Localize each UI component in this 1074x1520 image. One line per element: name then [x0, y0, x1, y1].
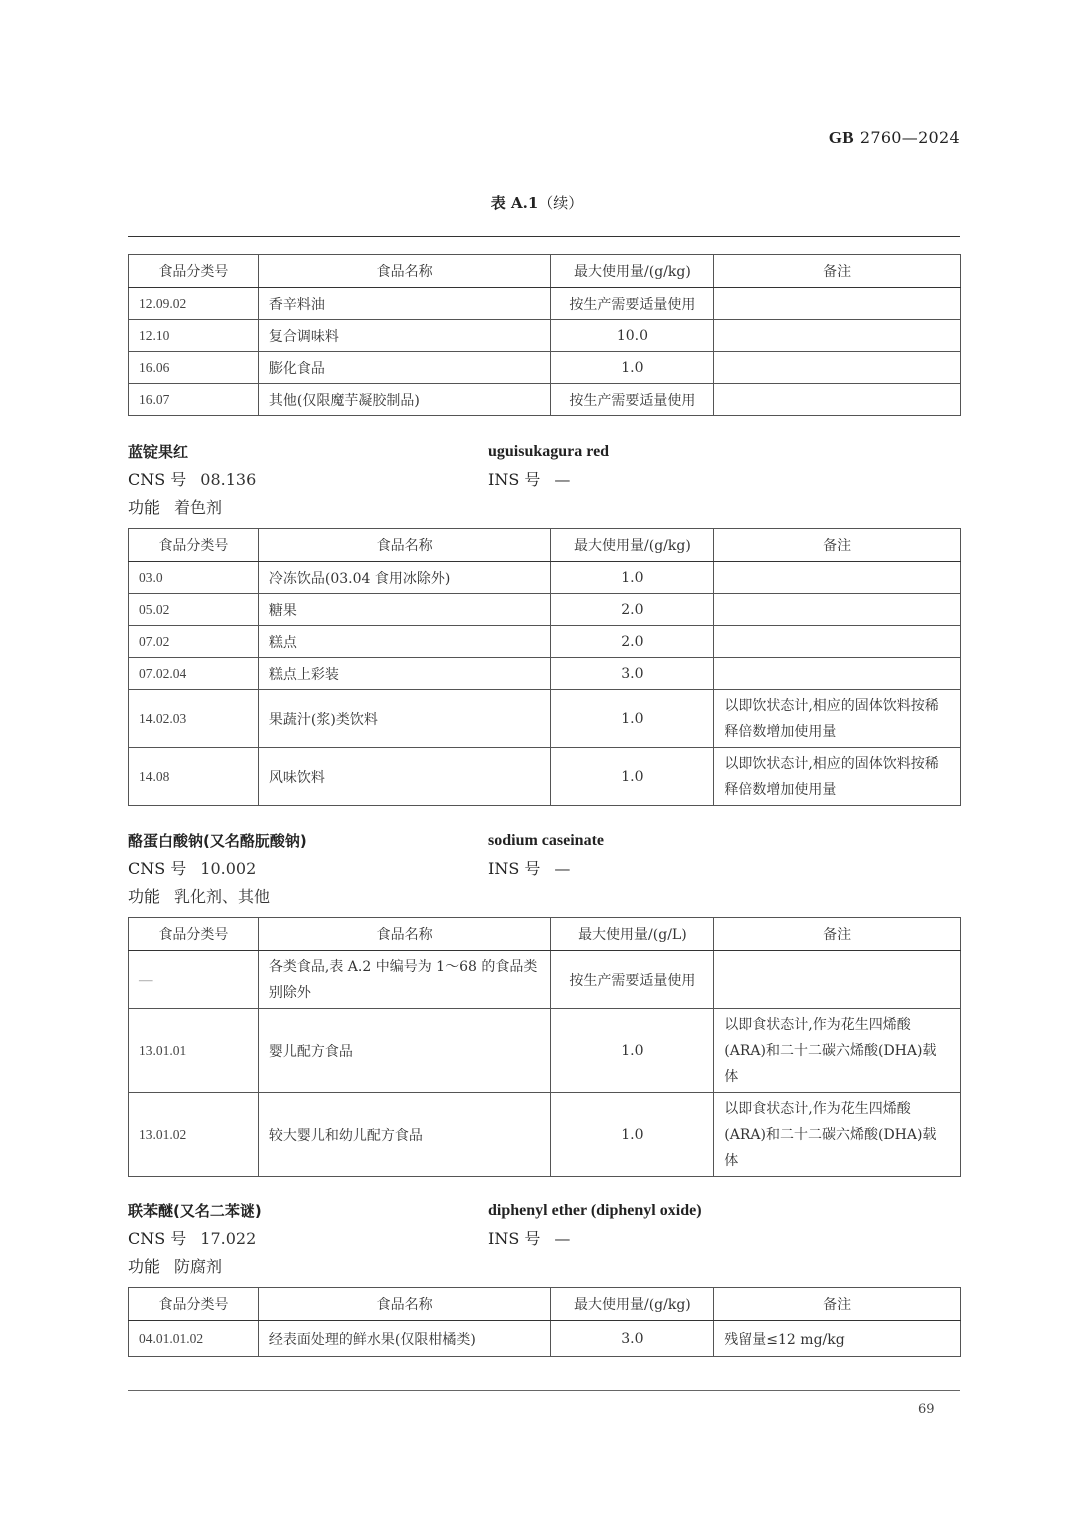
- cell-code: 13.01.01: [129, 1009, 259, 1093]
- col-header-code: 食品分类号: [129, 529, 259, 562]
- caption-suffix: （续）: [538, 194, 584, 212]
- cell-code: 07.02.04: [129, 658, 259, 690]
- cell-note: [714, 658, 961, 690]
- cell-amount: 1.0: [551, 352, 714, 384]
- table-header-row: [129, 1288, 961, 1321]
- col-header-amount: 最大使用量/(g/kg): [551, 255, 714, 288]
- cell-note: [714, 320, 961, 352]
- cell-code: 04.01.01.02: [129, 1321, 259, 1357]
- cns-number: 08.136: [200, 470, 257, 489]
- cell-note: [714, 384, 961, 416]
- col-header-name: 食品名称: [258, 255, 551, 288]
- col-header-name: 食品名称: [258, 529, 551, 562]
- cell-name: 膨化食品: [258, 352, 551, 384]
- cns-label: CNS 号: [128, 470, 187, 489]
- additive-en-name: sodium caseinate: [488, 832, 604, 849]
- additive-cn-name: 蓝锭果红: [128, 443, 189, 461]
- cell-amount: 按生产需要适量使用: [551, 288, 714, 320]
- cell-code: 16.06: [129, 352, 259, 384]
- col-header-note: 备注: [714, 255, 961, 288]
- cell-name: 复合调味料: [258, 320, 551, 352]
- table-header-row: [129, 529, 961, 562]
- cell-note: [714, 594, 961, 626]
- cell-amount: 10.0: [551, 320, 714, 352]
- footer-rule: [128, 1390, 960, 1391]
- table-row: [129, 352, 961, 384]
- cell-note: 以即饮状态计,相应的固体饮料按稀释倍数增加使用量: [714, 690, 961, 748]
- standard-prefix: GB: [828, 128, 854, 147]
- table-header-row: [129, 918, 961, 951]
- cell-note: 以即饮状态计,相应的固体饮料按稀释倍数增加使用量: [714, 748, 961, 806]
- cell-code: 05.02: [129, 594, 259, 626]
- cell-code: —: [129, 951, 259, 1009]
- cell-note: [714, 562, 961, 594]
- usage-table-uguisukagura-red: [128, 528, 961, 806]
- cell-note: 以即食状态计,作为花生四烯酸(ARA)和二十二碳六烯酸(DHA)载体: [714, 1009, 961, 1093]
- table-header-row: [129, 255, 961, 288]
- cell-amount: 2.0: [551, 626, 714, 658]
- col-header-note: 备注: [714, 918, 961, 951]
- col-header-note: 备注: [714, 1288, 961, 1321]
- cell-code: 14.08: [129, 748, 259, 806]
- table-row: [129, 1321, 961, 1357]
- cell-amount: 1.0: [551, 562, 714, 594]
- cell-note: [714, 951, 961, 1009]
- function-label: 功能: [128, 887, 161, 906]
- ins-number: —: [554, 470, 571, 489]
- col-header-amount: 最大使用量/(g/kg): [551, 1288, 714, 1321]
- caption-table-id: A.1: [510, 194, 539, 212]
- cell-amount: 2.0: [551, 594, 714, 626]
- cell-amount: 1.0: [551, 690, 714, 748]
- table-row: [129, 748, 961, 806]
- cell-name: 糕点上彩装: [258, 658, 551, 690]
- col-header-name: 食品名称: [258, 1288, 551, 1321]
- cell-code: 07.02: [129, 626, 259, 658]
- standard-code: 2760—2024: [859, 128, 960, 147]
- header-rule: [128, 236, 960, 237]
- additive-cn-name: 酪蛋白酸钠(又名酪朊酸钠): [128, 832, 307, 850]
- col-header-code: 食品分类号: [129, 918, 259, 951]
- col-header-amount: 最大使用量/(g/kg): [551, 529, 714, 562]
- caption-prefix: 表: [490, 194, 511, 212]
- cell-code: 13.01.02: [129, 1093, 259, 1177]
- table-row: [129, 288, 961, 320]
- function-value: 乳化剂、其他: [174, 887, 271, 906]
- col-header-note: 备注: [714, 529, 961, 562]
- table-row: [129, 1009, 961, 1093]
- cell-note: 残留量≤12 mg/kg: [714, 1321, 961, 1357]
- cns-number: 10.002: [200, 859, 257, 878]
- cell-amount: 1.0: [551, 1009, 714, 1093]
- cell-note: [714, 626, 961, 658]
- table-row: [129, 320, 961, 352]
- additive-diphenyl-ether: [128, 1197, 968, 1281]
- cell-code: 16.07: [129, 384, 259, 416]
- cell-note: [714, 288, 961, 320]
- cell-amount: 1.0: [551, 1093, 714, 1177]
- usage-table-diphenyl-ether: [128, 1287, 961, 1357]
- cell-amount: 按生产需要适量使用: [551, 384, 714, 416]
- cell-name: 风味饮料: [258, 748, 551, 806]
- table-caption: [0, 192, 1074, 213]
- additive-uguisukagura-red: [128, 438, 968, 522]
- cell-name: 各类食品,表 A.2 中编号为 1～68 的食品类别除外: [258, 951, 551, 1009]
- cns-number: 17.022: [200, 1229, 257, 1248]
- cns-label: CNS 号: [128, 859, 187, 878]
- additive-cn-name: 联苯醚(又名二苯谜): [128, 1202, 262, 1220]
- cell-name: 糕点: [258, 626, 551, 658]
- col-header-code: 食品分类号: [129, 255, 259, 288]
- ins-label: INS 号: [488, 859, 541, 878]
- table-row: [129, 658, 961, 690]
- ins-number: —: [554, 859, 571, 878]
- ins-label: INS 号: [488, 470, 541, 489]
- additive-en-name: diphenyl ether (diphenyl oxide): [488, 1202, 702, 1219]
- usage-table-continued: [128, 254, 961, 416]
- cell-code: 03.0: [129, 562, 259, 594]
- col-header-name: 食品名称: [258, 918, 551, 951]
- cell-name: 冷冻饮品(03.04 食用冰除外): [258, 562, 551, 594]
- additive-en-name: uguisukagura red: [488, 443, 610, 460]
- cell-name: 其他(仅限魔芋凝胶制品): [258, 384, 551, 416]
- cell-name: 糖果: [258, 594, 551, 626]
- table-row: [129, 626, 961, 658]
- cell-amount: 3.0: [551, 1321, 714, 1357]
- ins-label: INS 号: [488, 1229, 541, 1248]
- cell-amount: 按生产需要适量使用: [551, 951, 714, 1009]
- cns-label: CNS 号: [128, 1229, 187, 1248]
- function-value: 防腐剂: [174, 1257, 223, 1276]
- cell-name: 经表面处理的鲜水果(仅限柑橘类): [258, 1321, 551, 1357]
- cell-amount: 1.0: [551, 748, 714, 806]
- function-label: 功能: [128, 498, 161, 517]
- table-row: [129, 690, 961, 748]
- cell-name: 较大婴儿和幼儿配方食品: [258, 1093, 551, 1177]
- cell-code: 12.09.02: [129, 288, 259, 320]
- cell-amount: 3.0: [551, 658, 714, 690]
- cell-name: 婴儿配方食品: [258, 1009, 551, 1093]
- page-number: 69: [918, 1402, 935, 1417]
- col-header-code: 食品分类号: [129, 1288, 259, 1321]
- table-row: [129, 594, 961, 626]
- function-label: 功能: [128, 1257, 161, 1276]
- ins-number: —: [554, 1229, 571, 1248]
- usage-table-sodium-caseinate: [128, 917, 961, 1177]
- cell-code: 12.10: [129, 320, 259, 352]
- function-value: 着色剂: [174, 498, 223, 517]
- cell-note: [714, 352, 961, 384]
- table-row: [129, 562, 961, 594]
- table-row: [129, 1093, 961, 1177]
- cell-note: 以即食状态计,作为花生四烯酸(ARA)和二十二碳六烯酸(DHA)载体: [714, 1093, 961, 1177]
- cell-code: 14.02.03: [129, 690, 259, 748]
- cell-name: 果蔬汁(浆)类饮料: [258, 690, 551, 748]
- col-header-amount: 最大使用量/(g/L): [551, 918, 714, 951]
- table-row: [129, 951, 961, 1009]
- additive-sodium-caseinate: [128, 827, 968, 911]
- standard-number: [829, 128, 960, 148]
- table-row: [129, 384, 961, 416]
- cell-name: 香辛料油: [258, 288, 551, 320]
